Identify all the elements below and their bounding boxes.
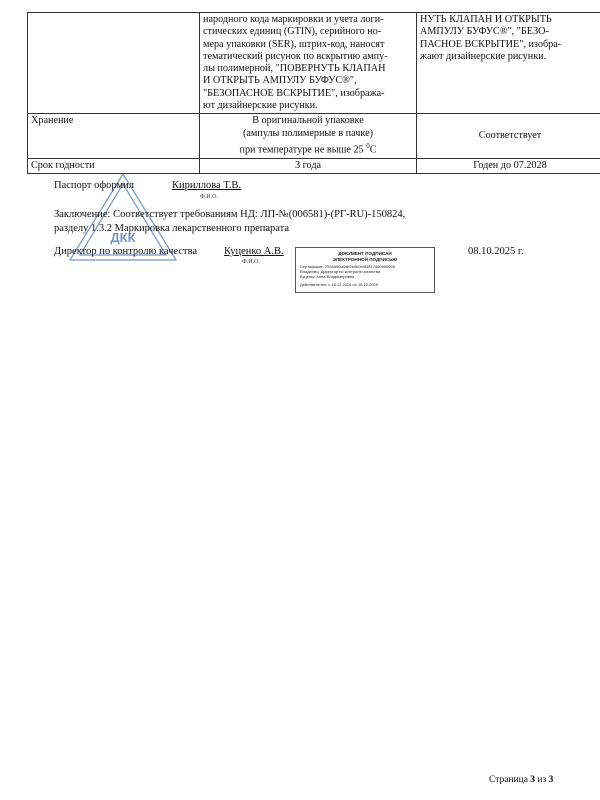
- passport-fio-caption: Ф.И.О.: [200, 194, 218, 200]
- esign-valid: Действителен: с 18.12.2024 по 18.12.2025: [300, 282, 378, 287]
- table-row-storage: [28, 114, 600, 158]
- text-line: стических единиц (GTIN), серийного но-: [203, 26, 382, 38]
- text-line: мера упаковки (SER), штрих-код, наносят: [203, 38, 385, 50]
- esign-title-1: ДОКУМЕНТ ПОДПИСАН: [338, 251, 392, 256]
- table-cell-label: [28, 13, 200, 114]
- text-line: жают дизайнерские рисунки.: [420, 50, 547, 62]
- conclusion-line-1: Заключение: Соответствует требованиям НД: ЛП-№(006581)-(РГ-RU)-150824,: [54, 209, 406, 220]
- page-number-pre: Страница: [489, 775, 531, 785]
- text-line: НУТЬ КЛАПАН И ОТКРЫТЬ: [420, 14, 552, 25]
- text-line: (ампулы полимерные в пачке): [243, 127, 373, 139]
- table-cell-result: [417, 13, 600, 114]
- seal-text: ДКК: [110, 230, 136, 245]
- text-line: народного кода маркировки и учета логи-: [203, 14, 384, 25]
- page-number: [489, 775, 553, 785]
- text-line: [203, 140, 413, 157]
- table-cell-label: Хранение: [28, 114, 200, 158]
- director-name: Куценко А.В.: [224, 246, 284, 257]
- table-cell-spec: [200, 114, 417, 158]
- page-number-mid: из: [535, 775, 549, 785]
- text-line: "БЕЗОПАСНОЕ ВСКРЫТИЕ", изобража-: [203, 87, 385, 99]
- passport-label: Паспорт оформил: [54, 180, 134, 191]
- esign-owner-2: Куценко Анна Владимировна: [300, 274, 355, 279]
- text-line: В оригинальной упаковке: [252, 115, 364, 127]
- page-number-current: 3: [530, 775, 536, 785]
- conclusion-line-2: разделу 1.3.2 Маркировка лекарственного препарата: [54, 223, 290, 234]
- page-number-total: 3: [548, 775, 554, 785]
- table-row-marking: [28, 13, 600, 114]
- text-line: ют дизайнерские рисунки.: [203, 100, 318, 112]
- director-fio-caption: Ф.И.О.: [242, 259, 260, 265]
- table-cell-spec: [200, 13, 417, 114]
- table-cell-result: Годен до 07.2028: [417, 158, 600, 173]
- sign-date: 08.10.2025 г.: [468, 246, 524, 257]
- esign-title-2: ЭЛЕКТРОННОЙ ПОДПИСЬЮ: [332, 256, 398, 262]
- esign-cert: Сертификат: 7534590d4ab2b9b0b0f1817460400000: [300, 264, 395, 269]
- electronic-signature-stamp: [295, 247, 435, 293]
- specification-table: [27, 12, 600, 174]
- text-segment: при температуре не выше 25: [239, 144, 367, 156]
- text-line: лы полимерной, "ПОВЕРНУТЬ КЛАПАН: [203, 63, 386, 75]
- text-line: И ОТКРЫТЬ АМПУЛУ БУФУС®",: [203, 75, 357, 87]
- passport-name: Кириллова Т.В.: [172, 180, 241, 191]
- table-cell-label: Срок годности: [28, 158, 200, 173]
- degree-sup: 0: [366, 141, 370, 150]
- text-line: АМПУЛУ БУФУС®", "БЕЗО-: [420, 26, 549, 38]
- esign-owner-1: Владелец: Директор по контролю качества: [300, 269, 381, 274]
- text-line: ПАСНОЕ ВСКРЫТИЕ", изобра-: [420, 38, 562, 50]
- director-label: Директор по контролю качества: [54, 246, 198, 257]
- table-cell-spec: 3 года: [200, 158, 417, 173]
- text-segment: С: [369, 144, 377, 156]
- table-cell-result: Соответствует: [417, 114, 600, 158]
- text-line: тематический рисунок по вскрытию ампу-: [203, 50, 388, 62]
